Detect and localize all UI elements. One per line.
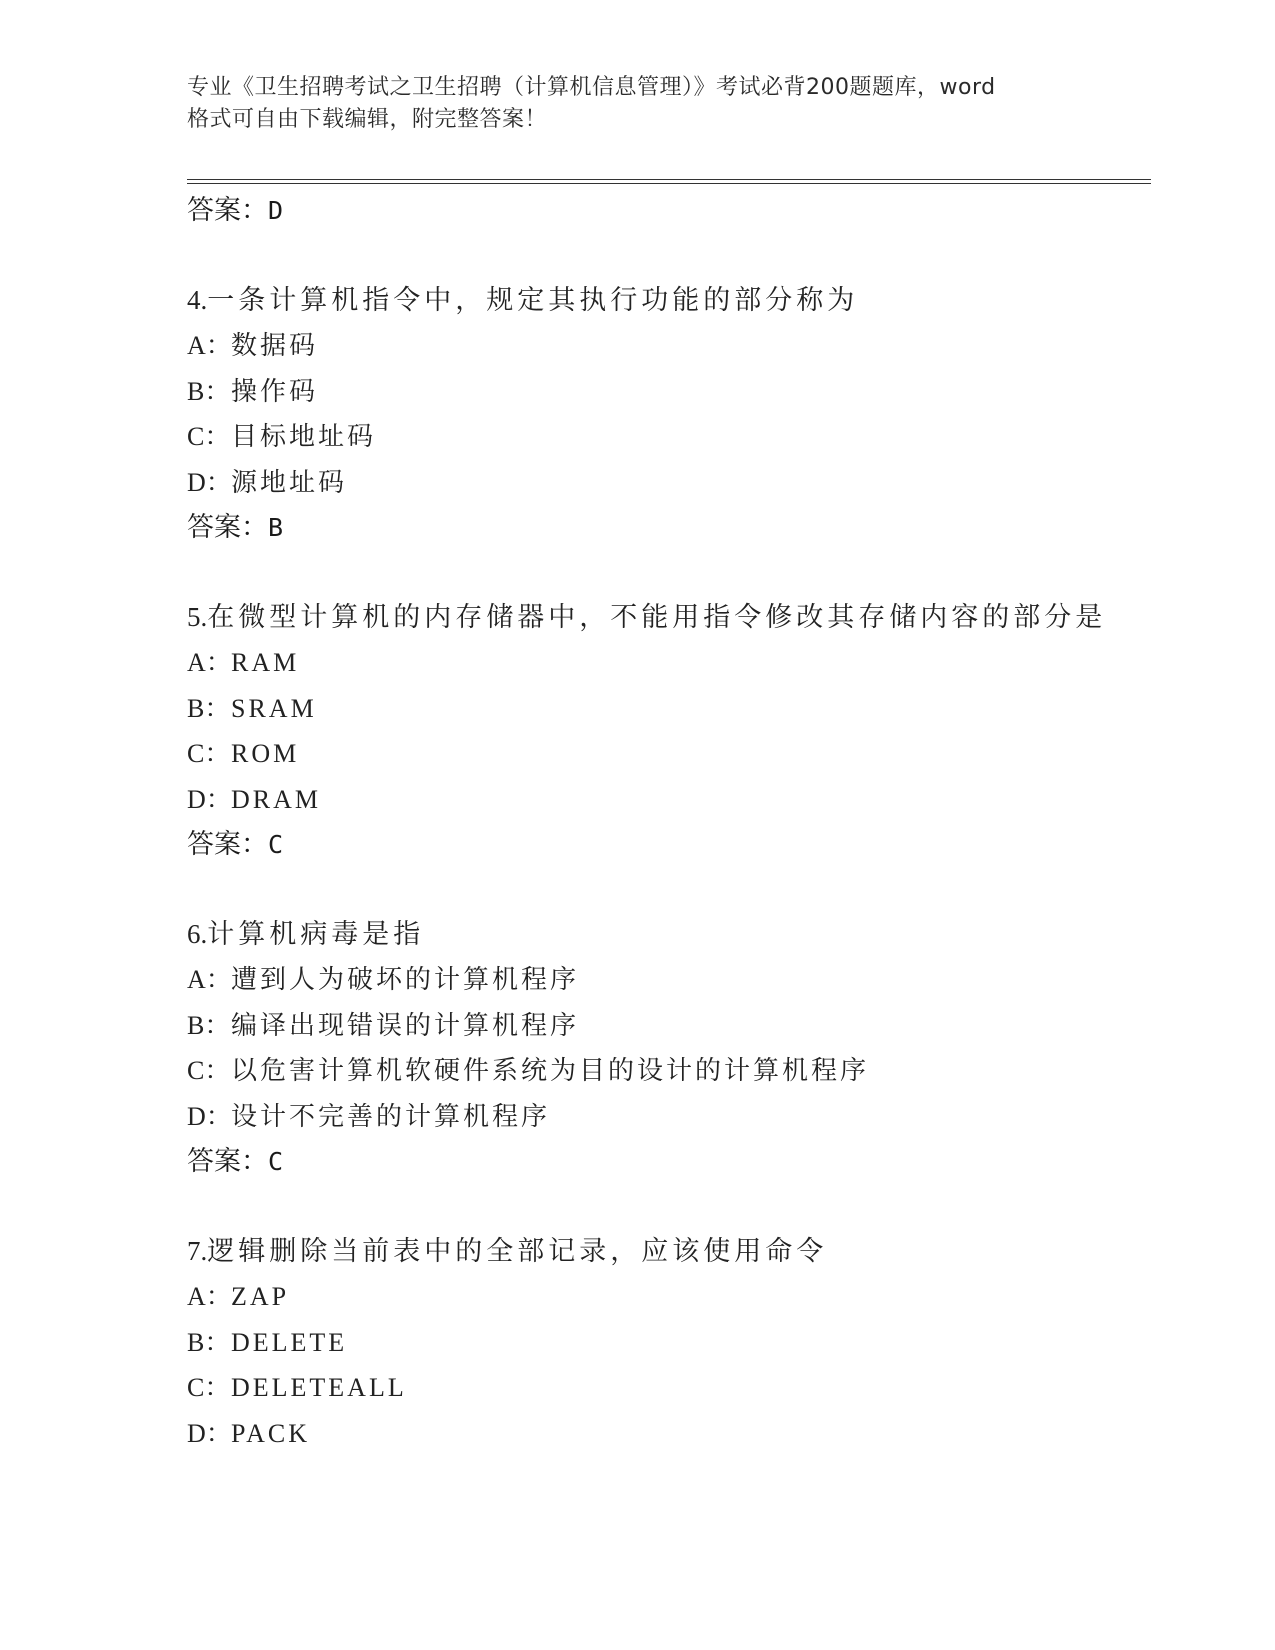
header-line-1: 专业《卫生招聘考试之卫生招聘（计算机信息管理）》考试必背200题题库，word [187, 75, 996, 100]
question-text: 一条计算机指令中，规定其执行功能的部分称为 [207, 285, 859, 316]
option-text: 遭到人为破坏的计算机程序 [231, 965, 580, 994]
option-label: B： [187, 376, 231, 406]
option-label: C： [187, 739, 231, 768]
option-label: D： [187, 1418, 232, 1448]
question-item [187, 278, 1167, 551]
option-a [187, 640, 1167, 686]
option-label: D： [187, 784, 232, 814]
question-item [187, 912, 1167, 1185]
answer-prefix: 答案： [187, 1146, 268, 1177]
option-b [187, 1320, 1167, 1366]
answer-prefix: 答案： [187, 829, 268, 860]
option-text: 编译出现错误的计算机程序 [231, 1010, 580, 1040]
question-text: 在微型计算机的内存储器中，不能用指令修改其存储内容的部分是 [207, 602, 1107, 633]
option-text: 目标地址码 [231, 422, 377, 451]
option-text: SRAM [231, 693, 317, 723]
header-line-2: 格式可自由下载编辑，附完整答案！ [187, 107, 548, 132]
question-text: 计算机病毒是指 [207, 919, 425, 950]
answer-line [187, 505, 1167, 551]
question-title [187, 595, 1167, 640]
option-label: A： [187, 965, 232, 994]
option-c [187, 731, 1167, 777]
option-text: ZAP [231, 1282, 290, 1311]
option-a [187, 323, 1167, 369]
question-number: 5. [187, 602, 208, 632]
option-text: PACK [231, 1418, 310, 1448]
option-text: DELETE [231, 1327, 348, 1357]
answer-value: B [268, 513, 284, 542]
question-number: 4. [187, 285, 208, 315]
answer-value: C [268, 1147, 284, 1176]
question-list [187, 188, 1167, 1456]
option-label: B： [187, 693, 231, 723]
option-text: 设计不完善的计算机程序 [231, 1101, 551, 1131]
option-d [187, 1411, 1167, 1457]
question-item [187, 1229, 1167, 1456]
option-d [187, 1094, 1167, 1140]
option-label: C： [187, 1056, 231, 1085]
option-text: ROM [231, 739, 300, 768]
document-header [187, 72, 1087, 136]
option-label: C： [187, 422, 231, 451]
option-b [187, 1003, 1167, 1049]
option-c [187, 1365, 1167, 1411]
option-b [187, 686, 1167, 732]
option-text: 源地址码 [231, 467, 348, 497]
question-number: 6. [187, 919, 208, 949]
question-number: 7. [187, 1236, 208, 1266]
option-label: A： [187, 331, 232, 360]
option-c [187, 1048, 1167, 1094]
answer-value: D [268, 196, 284, 225]
option-d [187, 777, 1167, 823]
option-c [187, 414, 1167, 460]
option-d [187, 460, 1167, 506]
option-label: B： [187, 1010, 231, 1040]
option-label: C： [187, 1373, 231, 1402]
option-text: 操作码 [231, 376, 319, 406]
answer-line [187, 822, 1167, 868]
option-label: D： [187, 467, 232, 497]
question-text: 逻辑删除当前表中的全部记录，应该使用命令 [207, 1236, 828, 1267]
answer-prefix: 答案： [187, 195, 268, 226]
answer-line [187, 188, 1167, 234]
option-label: D： [187, 1101, 232, 1131]
header-divider [187, 179, 1151, 184]
option-b [187, 369, 1167, 415]
option-text: DRAM [231, 784, 322, 814]
option-text: RAM [231, 648, 300, 677]
question-title [187, 1229, 1167, 1274]
option-text: DELETEALL [231, 1373, 407, 1402]
option-label: A： [187, 648, 232, 677]
answer-prefix: 答案： [187, 512, 268, 543]
answer-value: C [268, 830, 284, 859]
option-text: 数据码 [231, 331, 319, 360]
question-title [187, 278, 1167, 323]
option-a [187, 1274, 1167, 1320]
option-text: 以危害计算机软硬件系统为目的设计的计算机程序 [231, 1056, 870, 1085]
question-item [187, 595, 1167, 868]
option-label: B： [187, 1327, 231, 1357]
option-label: A： [187, 1282, 232, 1311]
question-title [187, 912, 1167, 957]
option-a [187, 957, 1167, 1003]
answer-line [187, 1139, 1167, 1185]
